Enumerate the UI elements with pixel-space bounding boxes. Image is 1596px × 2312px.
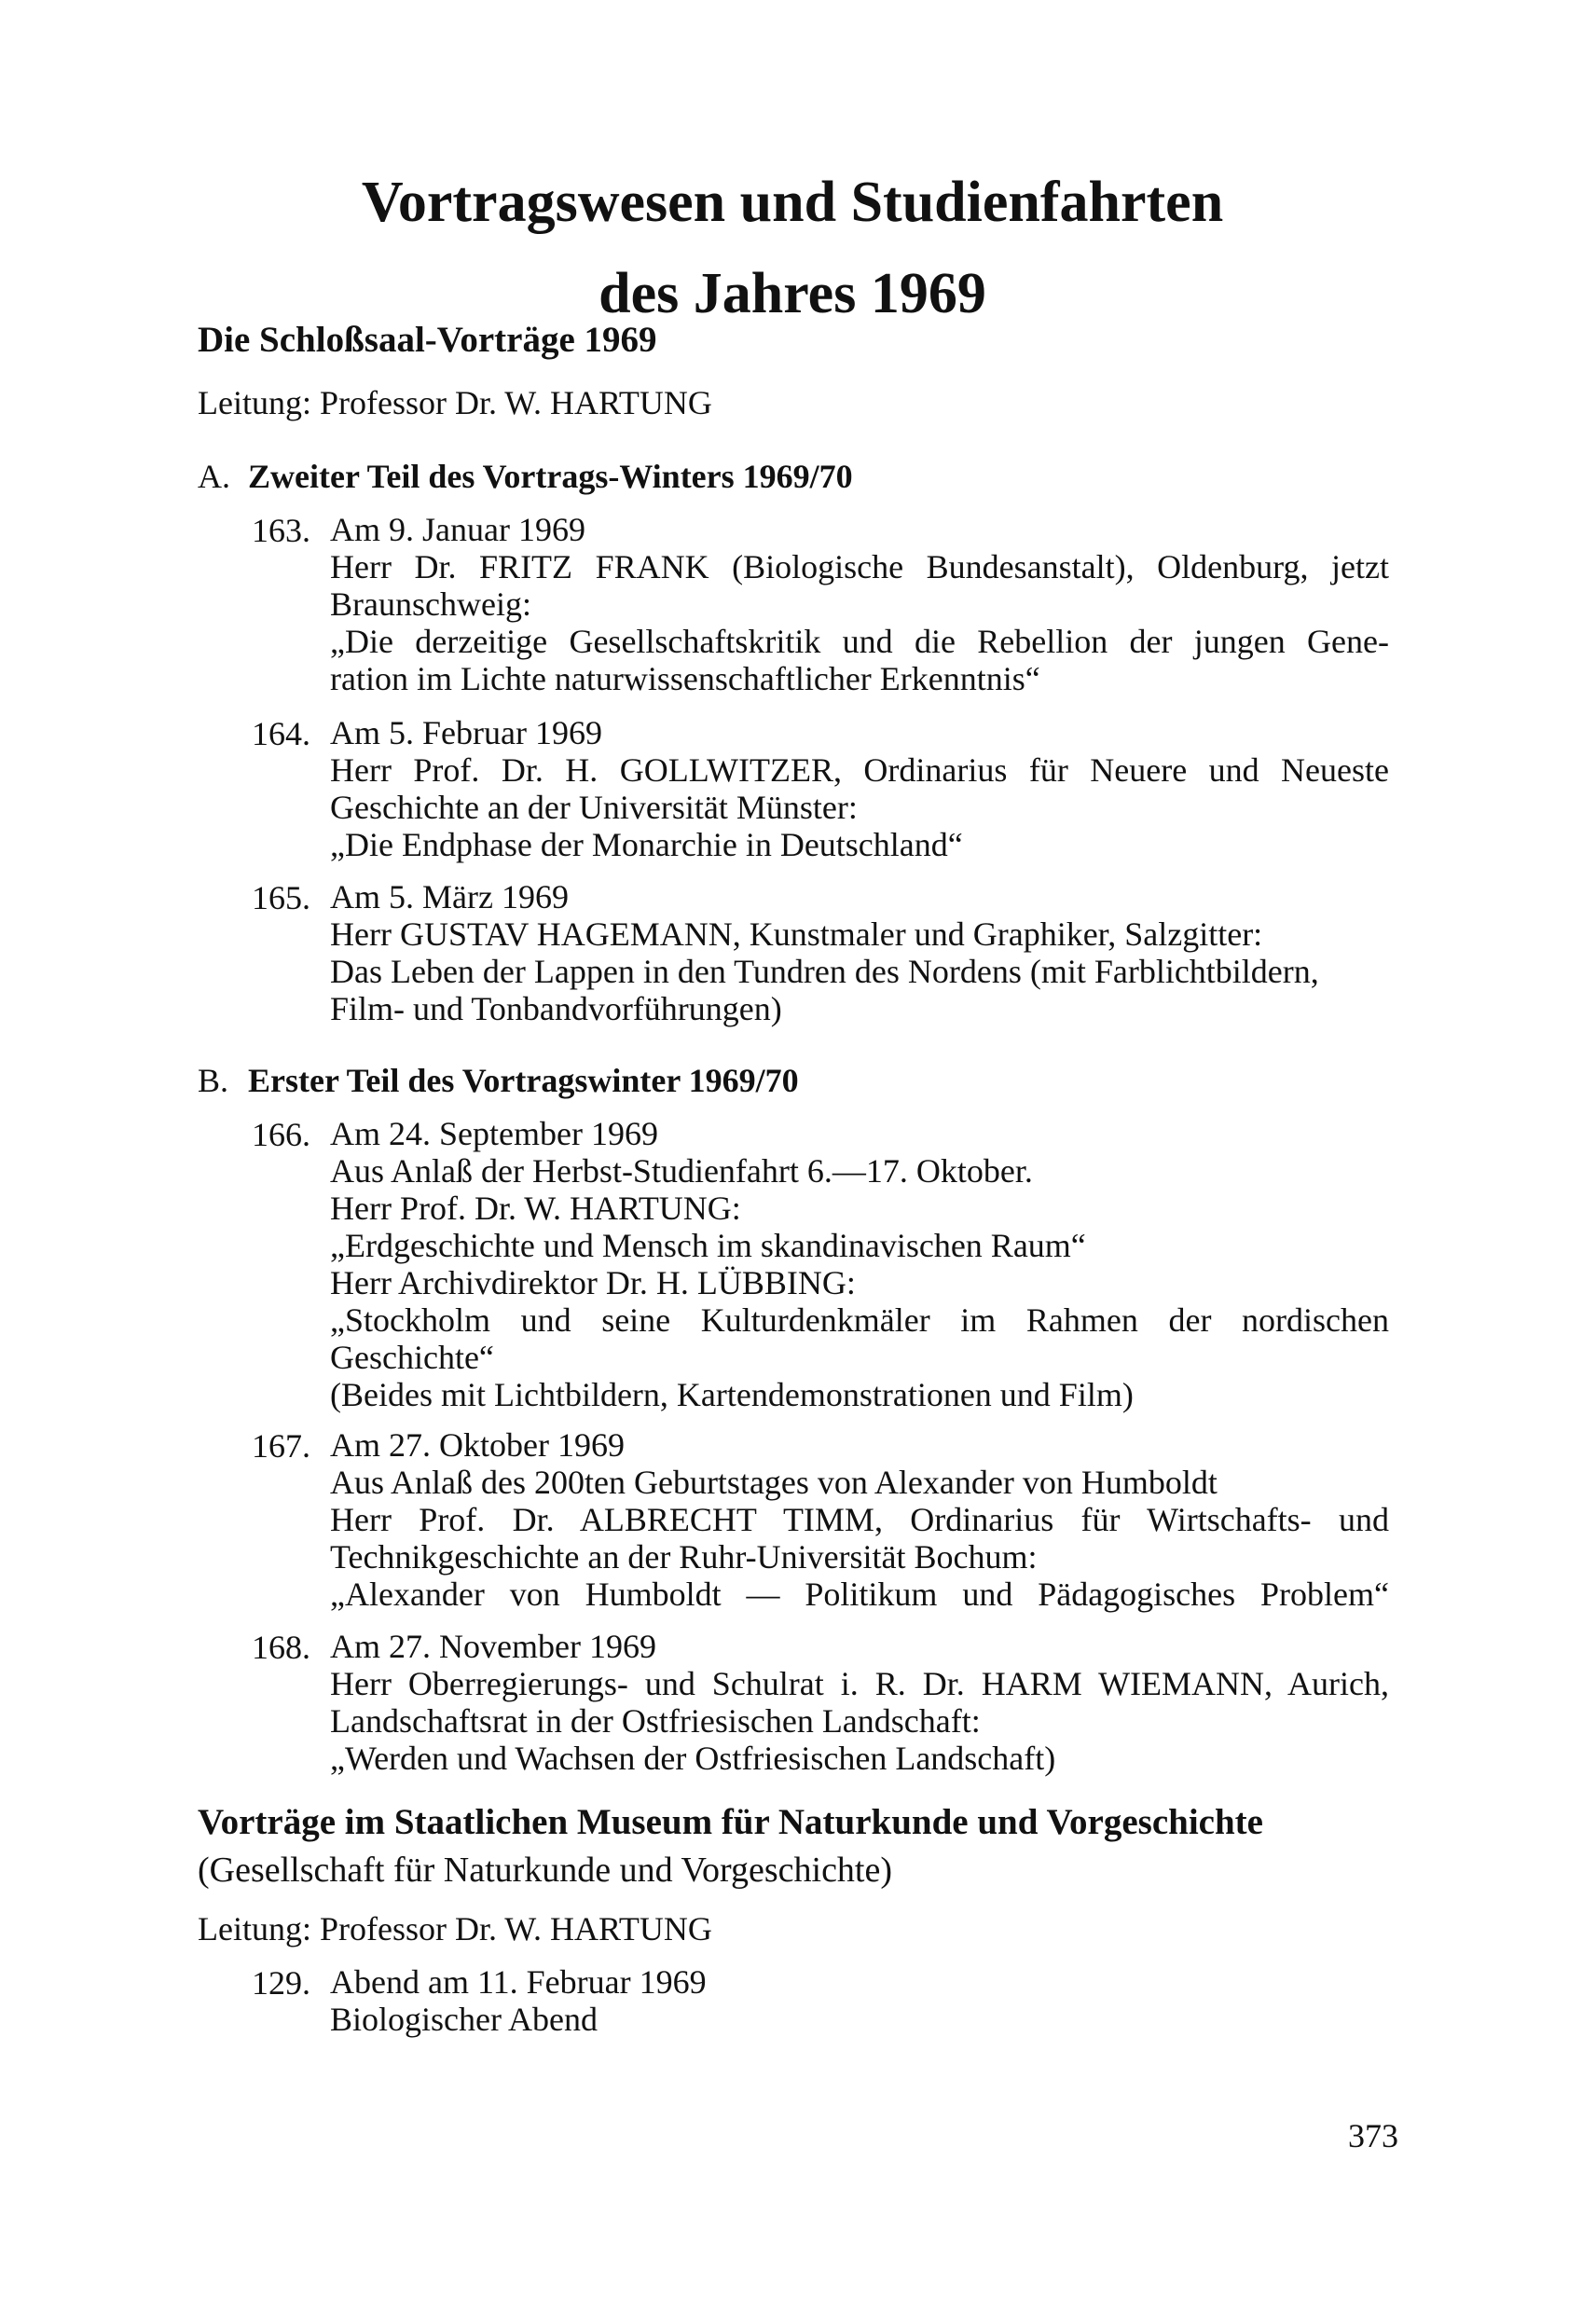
section-leitung: Leitung: Professor Dr. W. HARTUNG — [198, 384, 712, 421]
lecture-line: Herr Archivdirektor Dr. H. LÜBBING: — [330, 1264, 856, 1301]
part-b-heading — [198, 1061, 799, 1100]
lecture-line: Abend am 11. Februar 1969 — [330, 1963, 707, 2001]
lecture-line: Film- und Tonbandvorführungen) — [330, 990, 782, 1027]
lecture-line: Am 5. März 1969 — [330, 878, 569, 915]
section-subheading-museum: (Gesellschaft für Naturkunde und Vorgeschichte) — [198, 1851, 893, 1890]
lecture-entry-168 — [330, 1628, 1389, 1777]
lecture-entry-164 — [330, 714, 1389, 863]
lecture-line: Geschichte an der Universität Münster: — [330, 789, 858, 826]
section-heading-schlosssaal: Die Schloßsaal-Vorträge 1969 — [198, 320, 657, 360]
lecture-line: Herr GUSTAV HAGEMANN, Kunstmaler und Graphiker, Salzgitter: — [330, 915, 1263, 953]
part-a-letter: A. — [198, 458, 230, 495]
title-line-1: Vortragswesen und Studienfahrten — [361, 171, 1224, 234]
lecture-line: (Beides mit Lichtbildern, Kartendemonstrationen und Film) — [330, 1376, 1134, 1413]
lecture-line: Herr Prof. Dr. W. HARTUNG: — [330, 1190, 741, 1227]
lecture-line: „Werden und Wachsen der Ostfriesischen Landschaft) — [330, 1740, 1056, 1777]
lecture-entry-165 — [330, 878, 1319, 1027]
lecture-number: 163. — [252, 512, 310, 549]
lecture-number: 129. — [252, 1964, 310, 2002]
lecture-number: 165. — [252, 879, 310, 916]
lecture-line: Aus Anlaß des 200ten Geburtstages von Alexander von Humboldt — [330, 1464, 1218, 1501]
part-b-title: Erster Teil des Vortragswinter 1969/70 — [248, 1062, 799, 1099]
lecture-number: 167. — [252, 1427, 310, 1465]
lecture-line: Geschichte“ — [330, 1339, 494, 1376]
lecture-entry-163 — [330, 511, 1389, 697]
lecture-line: Herr Oberregierungs- und Schulrat i. R. Dr. HARM WIEMANN, Aurich, — [330, 1665, 1389, 1702]
lecture-entry-166 — [330, 1115, 1389, 1413]
lecture-line: Das Leben der Lappen in den Tundren des Nordens (mit Farblichtbildern, — [330, 953, 1319, 990]
lecture-number: 166. — [252, 1116, 310, 1153]
lecture-line: Landschaftsrat in der Ostfriesischen Landschaft: — [330, 1702, 981, 1740]
lecture-line: Am 27. Oktober 1969 — [330, 1426, 625, 1464]
part-a-title: Zweiter Teil des Vortrags-Winters 1969/70 — [248, 458, 853, 495]
page-title — [186, 157, 1398, 339]
lecture-entry-167 — [330, 1426, 1389, 1613]
lecture-line: ration im Lichte naturwissenschaftlicher Erkenntnis“ — [330, 660, 1040, 697]
lecture-number: 168. — [252, 1629, 310, 1666]
title-line-2: des Jahres 1969 — [598, 262, 986, 325]
lecture-line: Am 24. September 1969 — [330, 1115, 658, 1152]
lecture-line: „Stockholm und seine Kulturdenkmäler im Rahmen der nordischen — [330, 1301, 1389, 1339]
lecture-line: Aus Anlaß der Herbst-Studienfahrt 6.—17. Oktober. — [330, 1152, 1033, 1190]
part-b-letter: B. — [198, 1062, 229, 1099]
lecture-line: Am 27. November 1969 — [330, 1628, 656, 1665]
section-leitung-museum: Leitung: Professor Dr. W. HARTUNG — [198, 1910, 712, 1947]
lecture-line: Am 9. Januar 1969 — [330, 511, 585, 548]
lecture-line: „Alexander von Humboldt — Politikum und Pädagogisches Problem“ — [330, 1576, 1389, 1613]
lecture-line: Herr Prof. Dr. ALBRECHT TIMM, Ordinarius für Wirtschafts- und — [330, 1501, 1389, 1538]
lecture-line: „Erdgeschichte und Mensch im skandinavischen Raum“ — [330, 1227, 1086, 1264]
lecture-number: 164. — [252, 715, 310, 752]
lecture-line: Herr Dr. FRITZ FRANK (Biologische Bundesanstalt), Oldenburg, jetzt — [330, 548, 1389, 585]
part-a-heading — [198, 457, 853, 496]
lecture-line: Braunschweig: — [330, 585, 531, 623]
lecture-entry-129 — [330, 1963, 707, 2038]
lecture-line: Biologischer Abend — [330, 2001, 598, 2038]
section-heading-museum: Vorträge im Staatlichen Museum für Naturkunde und Vorgeschichte — [198, 1802, 1263, 1842]
lecture-line: Herr Prof. Dr. H. GOLLWITZER, Ordinarius für Neuere und Neueste — [330, 751, 1389, 789]
lecture-line: Technikgeschichte an der Ruhr-Universität Bochum: — [330, 1538, 1038, 1576]
lecture-line: „Die derzeitige Gesellschaftskritik und die Rebellion der jungen Gene- — [330, 623, 1389, 660]
lecture-line: „Die Endphase der Monarchie in Deutschland“ — [330, 826, 963, 863]
lecture-line: Am 5. Februar 1969 — [330, 714, 602, 751]
page-number: 373 — [1348, 2117, 1398, 2154]
